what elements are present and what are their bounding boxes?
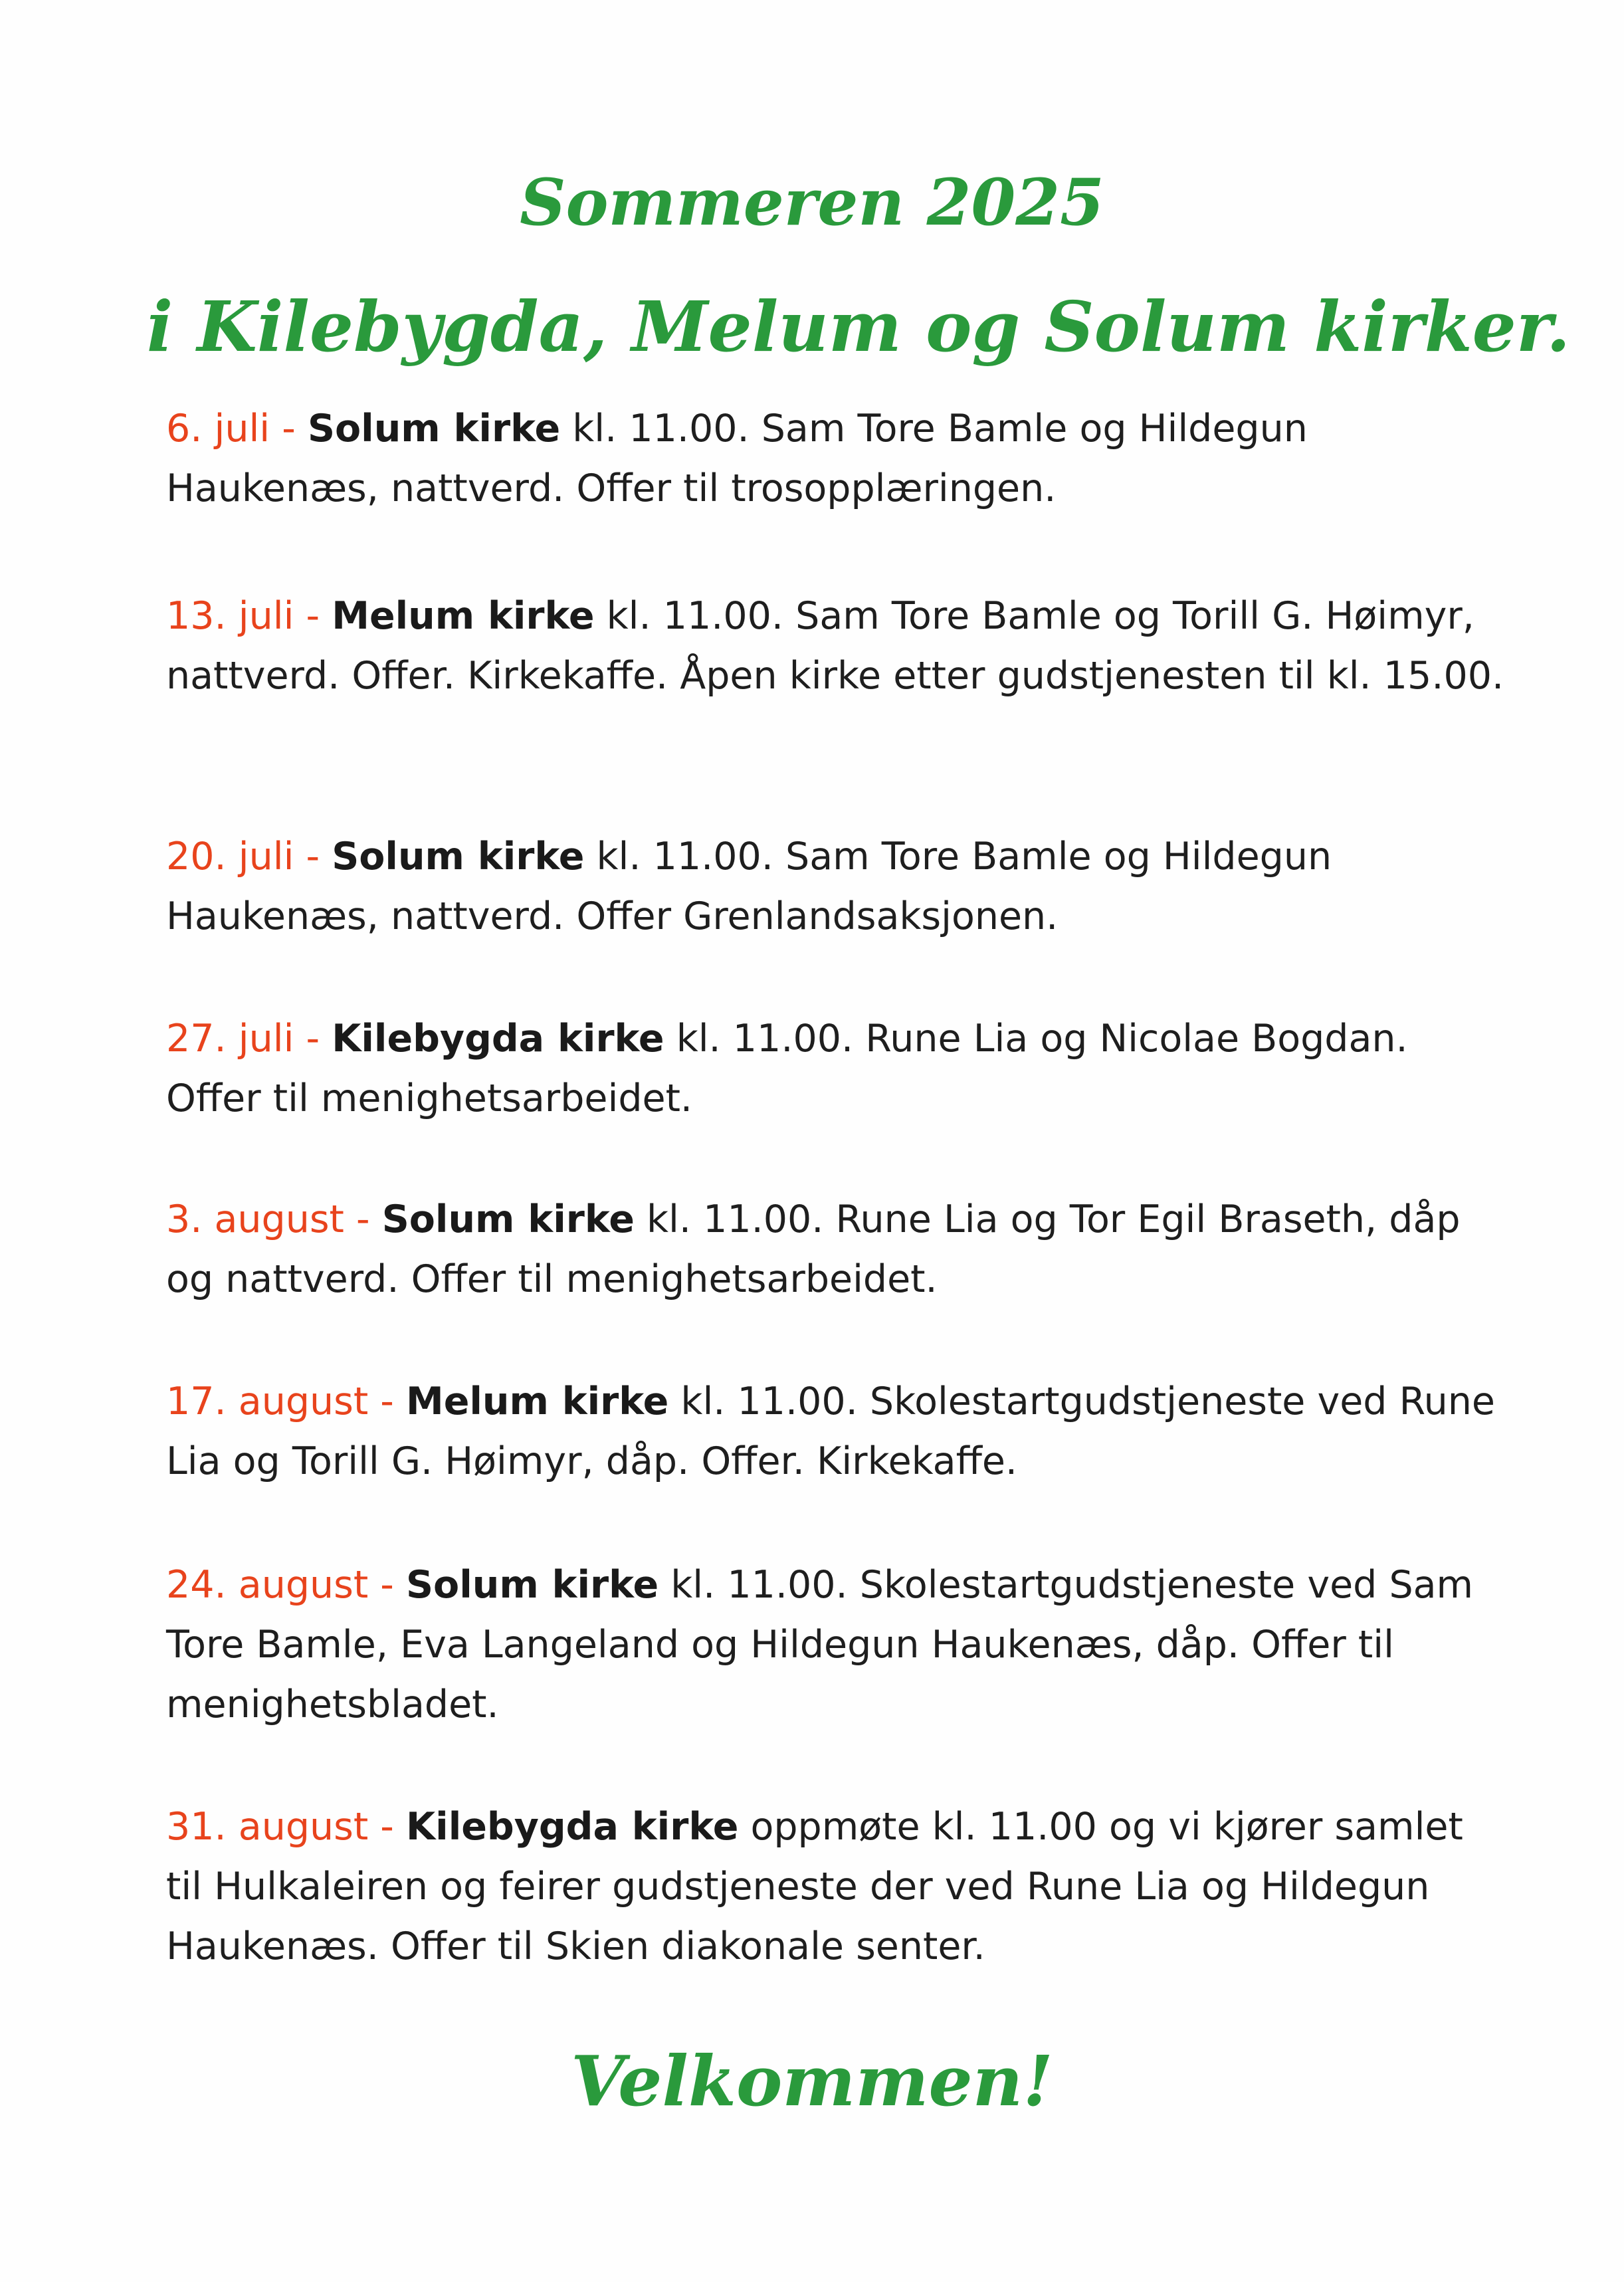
event-date: 27. juli - <box>166 1017 332 1061</box>
event-church: Kilebygda kirke <box>332 1017 664 1061</box>
event-entry <box>166 586 1508 706</box>
event-details: kl. 11.00. Skolestartgudstjeneste ved Rune Lia og Torill G. Høimyr, dåp. Offer. Kirkekaffe. <box>166 1380 1495 1483</box>
event-church: Kilebygda kirke <box>405 1805 739 1849</box>
event-details: kl. 11.00. Sam Tore Bamle og Hildegun Haukenæs, nattverd. Offer til trosopplæringen. <box>166 407 1308 510</box>
document-subtitle: i Kilebygda, Melum og Solum kirker. <box>146 286 1571 367</box>
event-church: Solum kirke <box>381 1197 635 1241</box>
document-title: Sommeren 2025 <box>520 165 1104 240</box>
event-details: kl. 11.00. Rune Lia og Tor Egil Braseth, dåp og nattverd. Offer til menighetsarbeidet. <box>166 1197 1461 1301</box>
closing-greeting: Velkommen! <box>571 2040 1053 2122</box>
event-details: kl. 11.00. Skolestartgudstjeneste ved Sam Tore Bamle, Eva Langeland og Hildegun Haukenæs, dåp. Offer til menighetsbladet. <box>166 1563 1474 1726</box>
event-entry <box>166 1555 1508 1734</box>
event-church: Solum kirke <box>405 1563 659 1607</box>
event-entry <box>166 1190 1508 1309</box>
event-entry <box>166 1797 1508 1976</box>
event-date: 24. august - <box>166 1563 406 1607</box>
event-date: 3. august - <box>166 1197 382 1241</box>
event-entry <box>166 399 1508 518</box>
event-details: oppmøte kl. 11.00 og vi kjører samlet til Hulkaleiren og feirer gudstjeneste der ved Rune Lia og Hildegun Haukenæs. Offer til Skien diakonale senter. <box>166 1805 1463 1968</box>
event-date: 13. juli - <box>166 594 332 638</box>
event-entry <box>166 1372 1508 1491</box>
event-details: kl. 11.00. Rune Lia og Nicolae Bogdan. Offer til menighetsarbeidet. <box>166 1017 1408 1120</box>
event-church: Melum kirke <box>332 594 595 638</box>
event-details: kl. 11.00. Sam Tore Bamle og Torill G. Høimyr, nattverd. Offer. Kirkekaffe. Åpen kirke etter gudstjenesten til kl. 15.00. <box>166 594 1504 698</box>
event-entry <box>166 1009 1508 1128</box>
event-details: kl. 11.00. Sam Tore Bamle og Hildegun Haukenæs, nattverd. Offer Grenlandsaksjonen. <box>166 835 1332 938</box>
event-church: Melum kirke <box>405 1380 669 1423</box>
event-date: 17. august - <box>166 1380 406 1423</box>
event-church: Solum kirke <box>332 835 585 879</box>
event-date: 6. juli - <box>166 407 308 451</box>
event-date: 20. juli - <box>166 835 332 879</box>
event-entry <box>166 827 1508 946</box>
event-date: 31. august - <box>166 1805 406 1849</box>
event-church: Solum kirke <box>307 407 561 451</box>
